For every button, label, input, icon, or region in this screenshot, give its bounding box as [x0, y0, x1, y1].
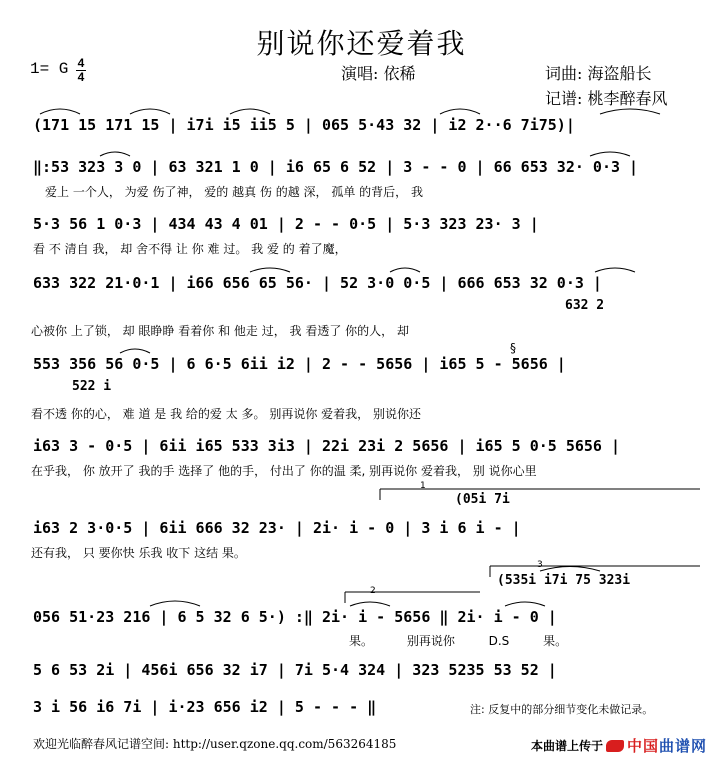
key-signature: 1= G: [30, 60, 69, 78]
sub-phrase-2: 522 i: [72, 379, 112, 394]
score-line-1: (171 15 171 15 | i7i i5 ii5 5 | 065 5·43 32 | i2 2··6 7i75)|: [33, 116, 575, 134]
slur-7: [590, 152, 630, 156]
upload-label: 本曲谱上传于: [531, 739, 604, 753]
lyric-line-5: 看不透 你的心， 难 道 是 我 给的爱 太 多。 别再说你 爱着我， 别说你还: [31, 407, 421, 421]
transcriber-credit: 记谱: 桃李醉春风: [545, 89, 668, 108]
footer-website: 欢迎光临醉春风记谱空间: http://user.qzone.qq.com/563264185: [33, 737, 397, 751]
performer-credit: 演唱: 依稀: [341, 64, 416, 83]
score-line-3: 5·3 56 1 0·3 | 434 43 4 01 | 2 - - 0·5 | 5·3 323 23· 3 |: [33, 215, 539, 233]
score-line-4: 633 322 21·0·1 | i66 656 65 56· | 52 3·0 0·5 | 666 653 32 0·3 |: [33, 274, 602, 292]
slur-4: [440, 109, 480, 114]
slur-5: [600, 109, 660, 114]
slur-12: [150, 601, 200, 606]
slur-11: [120, 349, 150, 353]
slur-9: [390, 268, 420, 272]
slur-1: [40, 109, 80, 114]
score-line-9: 5 6 53 2i | 456i 656 32 i7 | 7i 5·4 324 | 323 5235 53 52 |: [33, 661, 557, 679]
site-logo-text: 中国曲谱网: [627, 737, 708, 755]
lyric-line-4: 心被你 上了锁， 却 眼睁睁 看着你 和 他走 过， 我 看透了 你的人， 却: [31, 324, 409, 338]
slur-13: [350, 602, 390, 606]
lyric-line-7: 还有我， 只 要你快 乐我 收下 这结 果。: [31, 546, 246, 560]
slur-10: [595, 268, 635, 272]
lyric-line-2: 爱上 一个人， 为爱 伤了神， 爱的 越真 伤 的越 深， 孤单 的背后， 我: [45, 185, 423, 199]
score-line-5: 553 356 56 0·5 | 6 6·5 6ii i2 | 2 - - 5656 | i65 5 - 5656 |: [33, 355, 566, 373]
slur-3: [230, 109, 270, 114]
slur-14: [505, 602, 545, 606]
sub-phrase-1: 632 2: [565, 298, 605, 313]
parenthetical-phrase-2: (535i i7i 75 323i: [497, 573, 631, 588]
transcription-note: 注: 反复中的部分细节变化未做记录。: [470, 703, 654, 716]
slur-2: [130, 109, 170, 114]
time-signature-top: 4: [77, 56, 85, 70]
volta-1-label: 1: [420, 481, 426, 491]
volta-2-label: 2: [370, 586, 376, 596]
score-line-2: ‖:53 323 3 0 | 63 321 1 0 | i6 65 6 52 | 3 - - 0 | 66 653 32· 0·3 |: [33, 158, 639, 176]
parenthetical-phrase-1: (05i 7i: [455, 492, 510, 507]
slur-6: [100, 152, 130, 156]
slur-8: [250, 268, 290, 272]
lyricist-credit: 词曲: 海盗船长: [545, 64, 652, 83]
score-line-10: 3 i 56 i6 7i | i·23 656 i2 | 5 - - - ‖: [33, 698, 377, 716]
song-title: 别说你还爱着我: [256, 27, 467, 60]
score-line-8: 056 51·23 216 | 6 5 32 6 5·) :‖ 2i· i - 5656 ‖ 2i· i - 0 |: [33, 608, 557, 626]
time-signature-bottom: 4: [77, 70, 85, 84]
slur-15: [540, 567, 600, 572]
volta-3-label: 3: [537, 560, 543, 570]
score-line-6: i63 3 - 0·5 | 6ii i65 533 3i3 | 22i 23i 2 5656 | i65 5 0·5 5656 |: [33, 437, 620, 455]
lyric-line-6: 在乎我， 你 放开了 我的手 选择了 他的手， 付出了 你的温 柔, 别再说你 爱着我， 别 说你心里: [31, 464, 537, 478]
lyric-line-8: 果。 别再说你 D.S 果。: [349, 634, 568, 648]
score-line-7: i63 2 3·0·5 | 6ii 666 32 23· | 2i· i - 0 | 3 i 6 i - |: [33, 519, 521, 537]
lyric-line-3: 看 不 清自 我， 却 舍不得 让 你 难 过。 我 爱 的 着了魔，: [33, 242, 347, 256]
segno-sign: §: [510, 341, 516, 355]
